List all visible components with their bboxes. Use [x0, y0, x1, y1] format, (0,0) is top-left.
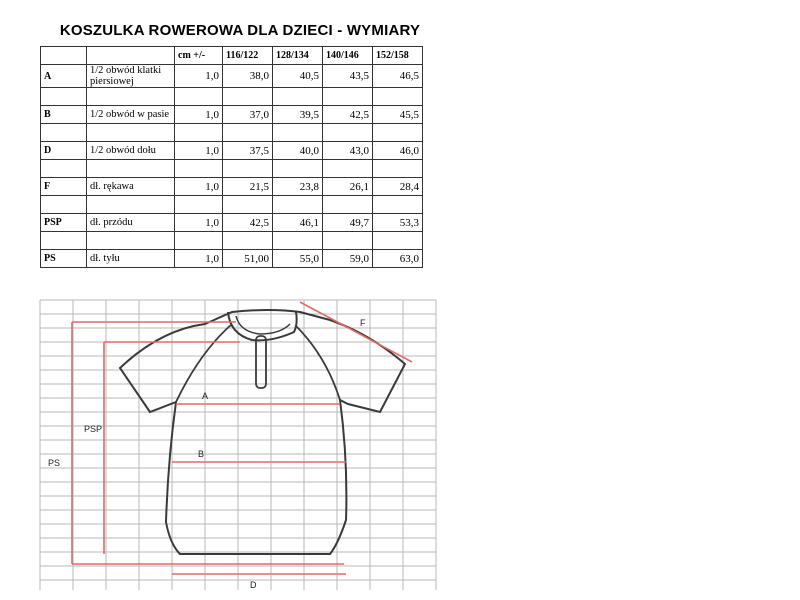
row-value: 40,5 — [273, 65, 323, 88]
row-tolerance: 1,0 — [175, 65, 223, 88]
spacer-cell — [41, 196, 87, 214]
table-row — [41, 250, 423, 268]
spacer-cell — [87, 196, 175, 214]
row-value: 63,0 — [373, 250, 423, 268]
label-psp: PSP — [84, 424, 103, 434]
table-body — [41, 65, 423, 268]
spacer-cell — [41, 124, 87, 142]
table-spacer-row — [41, 124, 423, 142]
spacer-cell — [373, 232, 423, 250]
row-value: 40,0 — [273, 142, 323, 160]
row-value: 37,0 — [223, 106, 273, 124]
row-value: 43,0 — [323, 142, 373, 160]
table-spacer-row — [41, 196, 423, 214]
row-code: PS — [41, 250, 87, 268]
row-description: dł. przódu — [87, 214, 175, 232]
spacer-cell — [87, 124, 175, 142]
row-value: 46,1 — [273, 214, 323, 232]
spacer-cell — [41, 160, 87, 178]
shirt-collar-inner — [236, 316, 290, 334]
row-value: 45,5 — [373, 106, 423, 124]
row-value: 43,5 — [323, 65, 373, 88]
row-code: D — [41, 142, 87, 160]
sleeve-seam-right — [296, 326, 340, 400]
spacer-cell — [373, 88, 423, 106]
header-size: 152/158 — [373, 47, 423, 65]
size-table — [40, 46, 423, 268]
measure-line-f — [300, 302, 412, 362]
spacer-cell — [323, 88, 373, 106]
row-tolerance: 1,0 — [175, 214, 223, 232]
row-description: 1/2 obwód klatki piersiowej — [87, 65, 175, 88]
row-value: 28,4 — [373, 178, 423, 196]
row-value: 26,1 — [323, 178, 373, 196]
row-tolerance: 1,0 — [175, 106, 223, 124]
row-tolerance: 1,0 — [175, 250, 223, 268]
row-value: 37,5 — [223, 142, 273, 160]
table-spacer-row — [41, 88, 423, 106]
spacer-cell — [273, 124, 323, 142]
table-row — [41, 178, 423, 196]
row-tolerance: 1,0 — [175, 142, 223, 160]
spacer-cell — [87, 232, 175, 250]
header-empty-desc — [87, 47, 175, 65]
spacer-cell — [373, 160, 423, 178]
row-code: A — [41, 65, 87, 88]
row-description: dł. tyłu — [87, 250, 175, 268]
spacer-cell — [323, 196, 373, 214]
table-spacer-row — [41, 232, 423, 250]
header-empty-code — [41, 47, 87, 65]
row-code: PSP — [41, 214, 87, 232]
spacer-cell — [273, 232, 323, 250]
spacer-cell — [41, 88, 87, 106]
row-description: 1/2 obwód dołu — [87, 142, 175, 160]
header-size: 116/122 — [223, 47, 273, 65]
row-value: 23,8 — [273, 178, 323, 196]
label-f: F — [360, 318, 366, 328]
label-a: A — [202, 391, 209, 401]
shirt-zipper — [256, 336, 266, 388]
label-d: D — [250, 580, 257, 590]
spacer-cell — [41, 232, 87, 250]
row-value: 38,0 — [223, 65, 273, 88]
shirt-diagram — [0, 290, 440, 596]
label-ps: PS — [48, 458, 61, 468]
spacer-cell — [223, 196, 273, 214]
spacer-cell — [87, 160, 175, 178]
row-value: 39,5 — [273, 106, 323, 124]
table-row — [41, 106, 423, 124]
table-spacer-row — [41, 160, 423, 178]
row-value: 21,5 — [223, 178, 273, 196]
spacer-cell — [323, 124, 373, 142]
spacer-cell — [373, 124, 423, 142]
row-code: B — [41, 106, 87, 124]
spacer-cell — [323, 160, 373, 178]
table-row — [41, 65, 423, 88]
row-value: 59,0 — [323, 250, 373, 268]
row-value: 55,0 — [273, 250, 323, 268]
shirt-outline — [120, 310, 405, 554]
spacer-cell — [323, 232, 373, 250]
spacer-cell — [175, 232, 223, 250]
spacer-cell — [175, 124, 223, 142]
header-tolerance: cm +/- — [175, 47, 223, 65]
row-code: F — [41, 178, 87, 196]
row-value: 53,3 — [373, 214, 423, 232]
row-value: 42,5 — [223, 214, 273, 232]
spacer-cell — [223, 124, 273, 142]
row-value: 42,5 — [323, 106, 373, 124]
label-b: B — [198, 449, 205, 459]
spacer-cell — [223, 88, 273, 106]
spacer-cell — [175, 88, 223, 106]
row-value: 49,7 — [323, 214, 373, 232]
row-value: 46,0 — [373, 142, 423, 160]
row-description: 1/2 obwód w pasie — [87, 106, 175, 124]
page-title: KOSZULKA ROWEROWA DLA DZIECI - WYMIARY — [59, 22, 421, 39]
row-description: dł. rękawa — [87, 178, 175, 196]
header-size: 128/134 — [273, 47, 323, 65]
spacer-cell — [273, 160, 323, 178]
spacer-cell — [175, 160, 223, 178]
spacer-cell — [223, 232, 273, 250]
header-size: 140/146 — [323, 47, 373, 65]
row-tolerance: 1,0 — [175, 178, 223, 196]
spacer-cell — [373, 196, 423, 214]
spacer-cell — [223, 160, 273, 178]
table-row — [41, 142, 423, 160]
measure-lines — [72, 302, 412, 574]
table-header-row — [41, 47, 423, 65]
spacer-cell — [273, 88, 323, 106]
spacer-cell — [87, 88, 175, 106]
row-value: 46,5 — [373, 65, 423, 88]
spacer-cell — [273, 196, 323, 214]
row-value: 51,00 — [223, 250, 273, 268]
table-row — [41, 214, 423, 232]
spacer-cell — [175, 196, 223, 214]
